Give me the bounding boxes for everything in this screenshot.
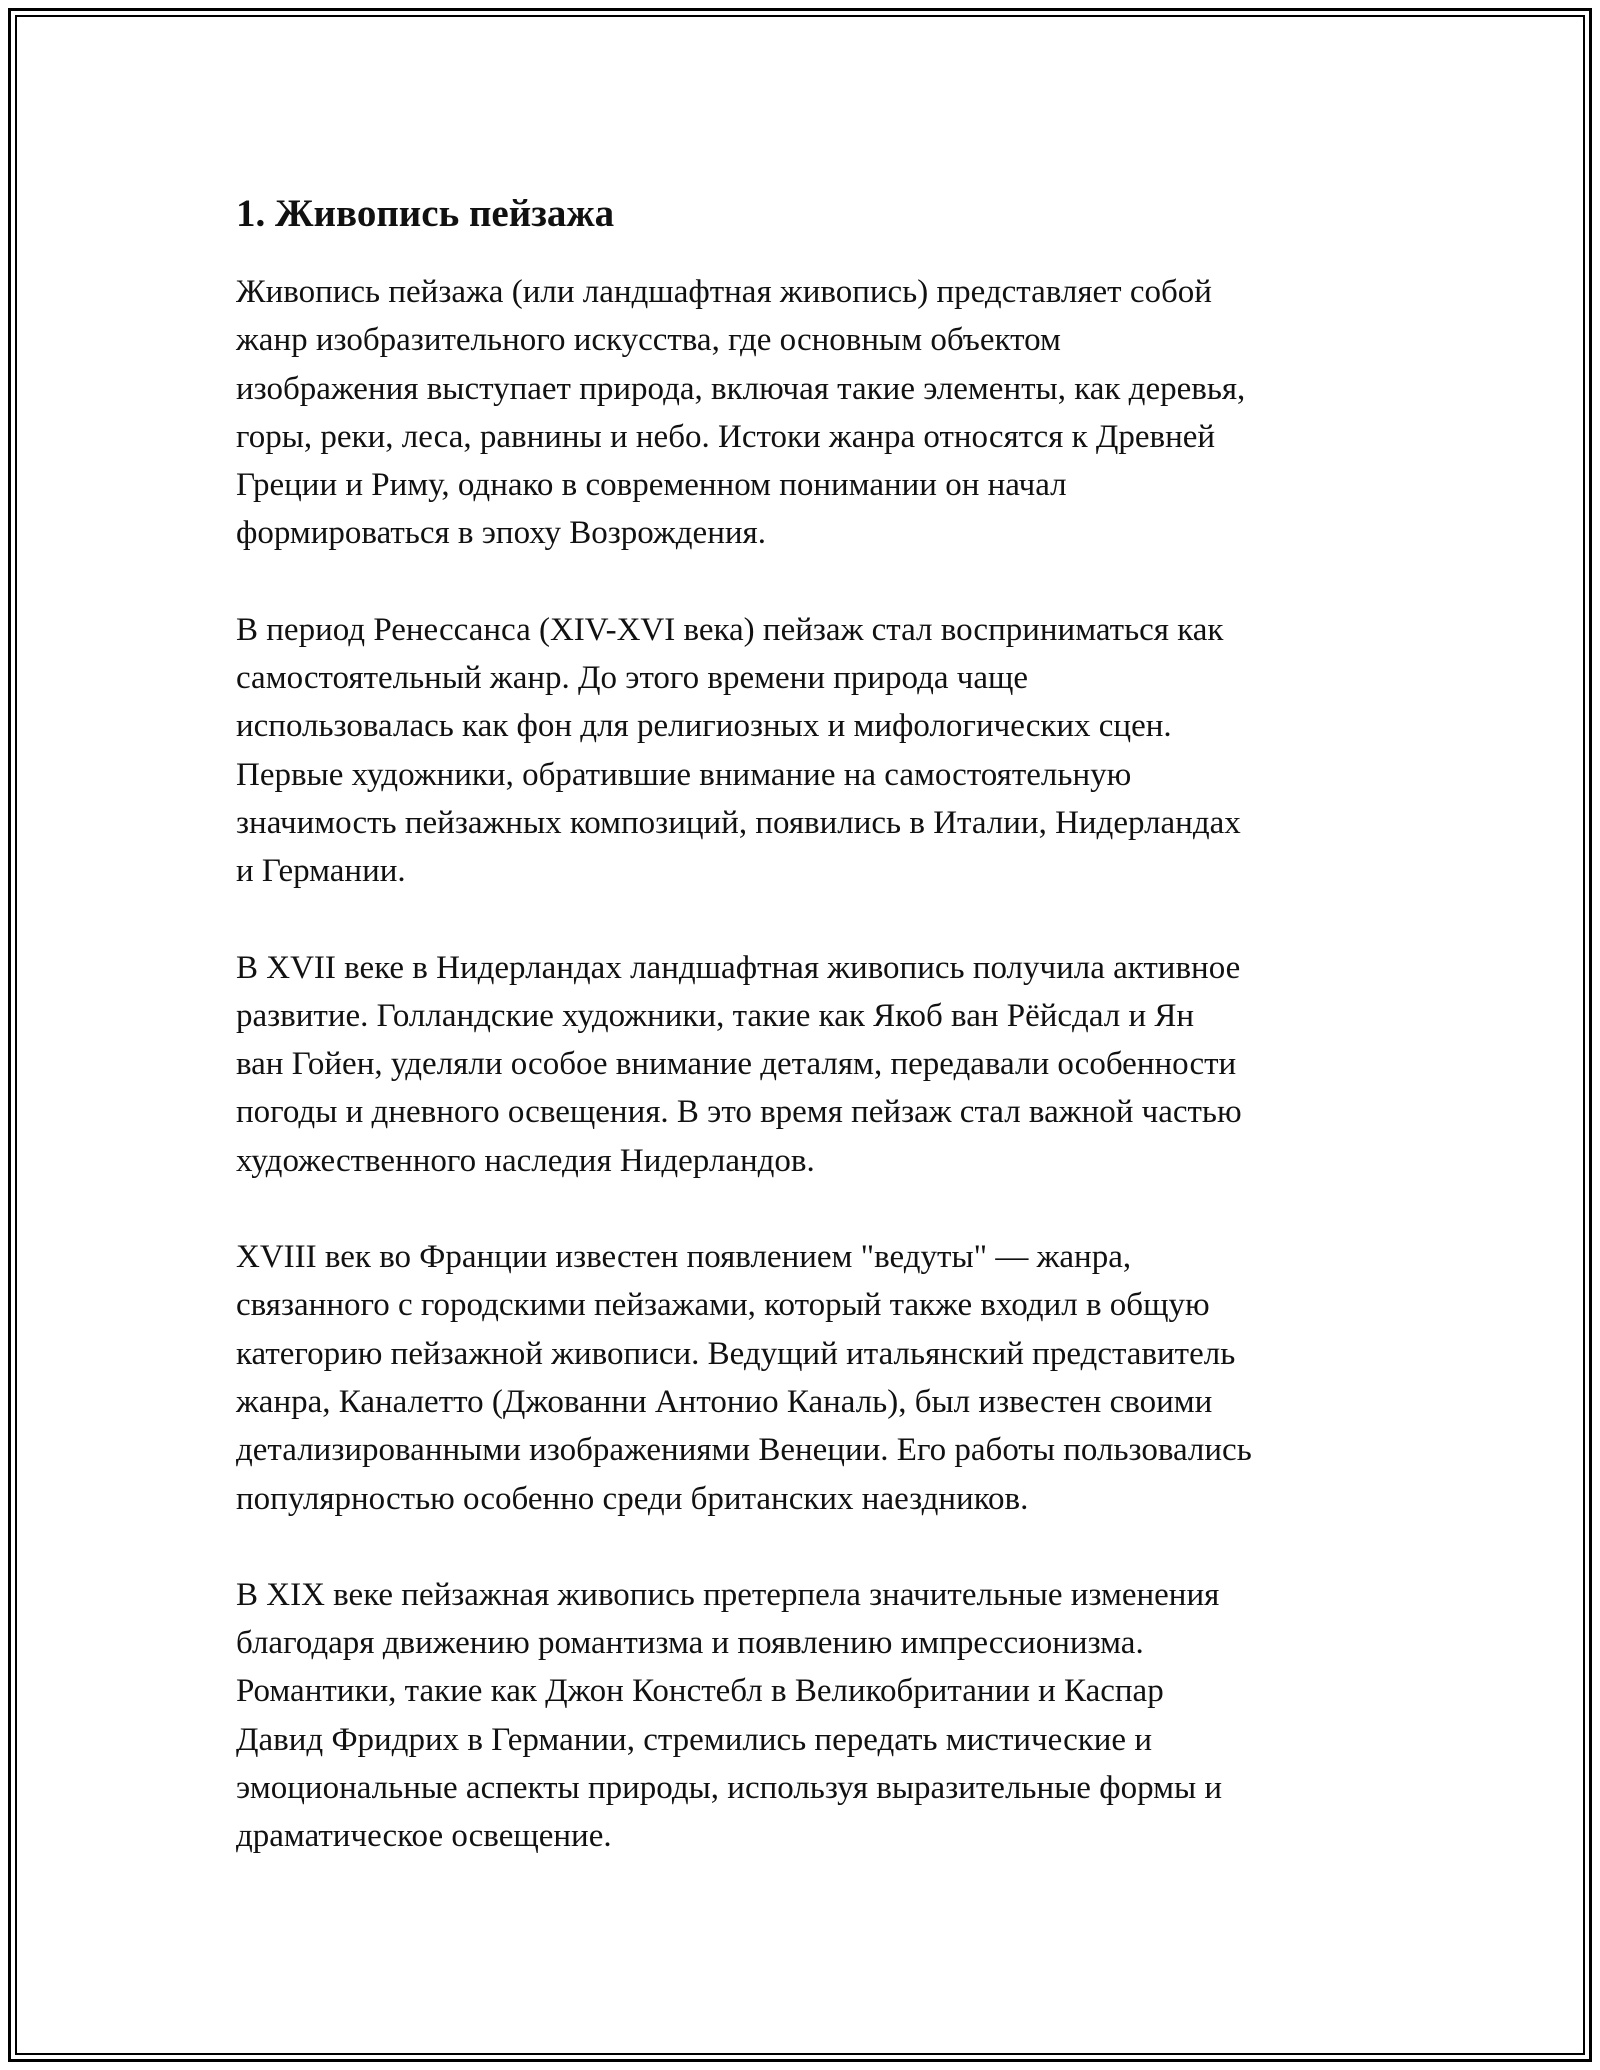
section-heading: 1. Живопись пейзажа <box>236 192 615 235</box>
paragraph-intro: Живопись пейзажа (или ландшафтная живопись) представляет собой жанр изобразительного искусства, где основным объектом изображения выступает природа, включая такие элементы, как деревья, горы, реки, леса, равнины и небо. Истоки жанра относятся к Древней Греции и Риму, однако в современном понимании он начал формироваться в эпоху Возрождения. <box>236 274 1246 552</box>
paragraph-18th-century: XVIII век во Франции известен появлением "ведуты" — жанра, связанного с городскими пейзажами, который также входил в общую категорию пейзажной живописи. Ведущий итальянский представитель жанра, Каналетто (Джованни Антонио Каналь), был известен своими детализированными изображениями Венеции. Его работы пользовались популярностью особенно среди британских наездников. <box>236 1239 1252 1517</box>
paragraph-19th-century: В XIX веке пейзажная живопись претерпела значительные изменения благодаря движению романтизма и появлению импрессионизма. Романтики, такие как Джон Констебл в Великобритании и Каспар Давид Фридрих в Германии, стремились передать мистические и эмоциональные аспекты природы, используя выразительные формы и драматическое освещение. <box>236 1576 1223 1855</box>
document-body <box>236 186 1386 1909</box>
paragraph-17th-century: В XVII веке в Нидерландах ландшафтная живопись получила активное развитие. Голландские художники, такие как Якоб ван Рёйсдал и Ян ван Гойен, уделяли особое внимание деталям, передавали особенности погоды и дневного освещения. В это время пейзаж стал важной частью художественного наследия Нидерландов. <box>236 949 1242 1179</box>
paragraph-renaissance: В период Ренессанса (XIV-XVI века) пейзаж стал восприниматься как самостоятельный жанр. До этого времени природа чаще использовалась как фон для религиозных и мифологических сцен. Первые художники, обратившие внимание на самостоятельную значимость пейзажных композиций, появились в Италии, Нидерландах и Германии. <box>236 611 1241 890</box>
